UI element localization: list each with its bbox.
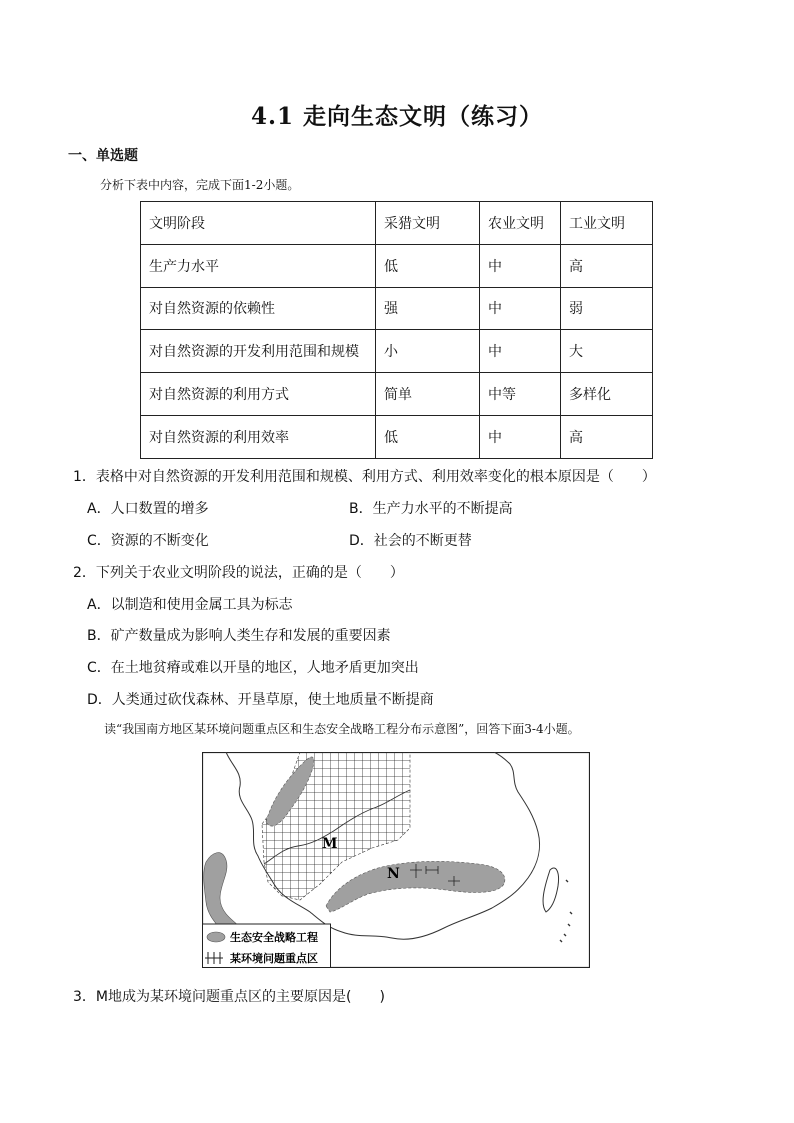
southern-china-map <box>202 752 590 968</box>
question-3-stem: 3．M地成为某环境问题重点区的主要原因是( ) <box>73 989 385 1005</box>
table-cell: 农业文明 <box>480 202 561 245</box>
table-cell: 中等 <box>480 373 561 416</box>
table-cell: 简单 <box>376 373 480 416</box>
table-cell: 采猎文明 <box>376 202 480 245</box>
table-cell: 弱 <box>561 287 653 330</box>
question-1-stem: 1．表格中对自然资源的开发利用范围和规模、利用方式、利用效率变化的根本原因是（ ） <box>73 469 656 485</box>
question-2-option-d[interactable]: D．人类通过砍伐森林、开垦草原，使土地质量不断提商 <box>87 692 434 708</box>
question-1-option-d[interactable]: D．社会的不断更替 <box>349 533 472 549</box>
table-row <box>141 287 653 330</box>
table-cell: 对自然资源的开发利用范围和规模 <box>141 330 376 373</box>
table-row <box>141 244 653 287</box>
table-row <box>141 330 653 373</box>
question-1-option-b[interactable]: B．生产力水平的不断提高 <box>349 501 513 517</box>
question-2-option-c[interactable]: C．在土地贫瘠或难以开垦的地区，人地矛盾更加突出 <box>87 660 419 676</box>
legend-env-label: 某环境问题重点区 <box>230 952 318 965</box>
question-2-stem: 2．下列关于农业文明阶段的说法，正确的是（ ） <box>73 565 404 581</box>
legend-eco-label: 生态安全战略工程 <box>230 931 318 944</box>
table-row <box>141 373 653 416</box>
table-cell: 中 <box>480 330 561 373</box>
section-heading: 一、单选题 <box>68 148 138 164</box>
table-cell: 高 <box>561 244 653 287</box>
table-cell: 高 <box>561 415 653 458</box>
table-cell: 低 <box>376 415 480 458</box>
label-n: N <box>387 866 400 882</box>
table-cell: 强 <box>376 287 480 330</box>
table-cell: 中 <box>480 415 561 458</box>
map-intro: 读“我国南方地区某环境问题重点区和生态安全战略工程分布示意图”，回答下面3-4小题。 <box>104 722 580 736</box>
table-cell: 大 <box>561 330 653 373</box>
table-cell: 工业文明 <box>561 202 653 245</box>
table-cell: 对自然资源的利用方式 <box>141 373 376 416</box>
table-cell: 对自然资源的利用效率 <box>141 415 376 458</box>
legend-eco-swatch <box>207 932 225 942</box>
civilization-table <box>140 201 653 459</box>
table-cell: 中 <box>480 244 561 287</box>
table-cell: 生产力水平 <box>141 244 376 287</box>
table-cell: 小 <box>376 330 480 373</box>
table-cell: 低 <box>376 244 480 287</box>
question-2-option-b[interactable]: B．矿产数量成为影响人类生存和发展的重要因素 <box>87 628 391 644</box>
table-header-row <box>141 202 653 245</box>
legend-env-swatch <box>205 952 223 964</box>
label-m: M <box>322 836 338 852</box>
table-intro: 分析下表中内容，完成下面1-2小题。 <box>100 178 300 192</box>
table-cell: 文明阶段 <box>141 202 376 245</box>
table-cell: 中 <box>480 287 561 330</box>
question-1-option-c[interactable]: C．资源的不断变化 <box>87 533 209 549</box>
table-row <box>141 415 653 458</box>
question-1-option-a[interactable]: A．人口数置的增多 <box>87 501 209 517</box>
question-2-option-a[interactable]: A．以制造和使用金属工具为标志 <box>87 597 293 613</box>
page-title: 4.1 走向生态文明（练习） <box>250 103 544 130</box>
table-cell: 对自然资源的依赖性 <box>141 287 376 330</box>
table-cell: 多样化 <box>561 373 653 416</box>
